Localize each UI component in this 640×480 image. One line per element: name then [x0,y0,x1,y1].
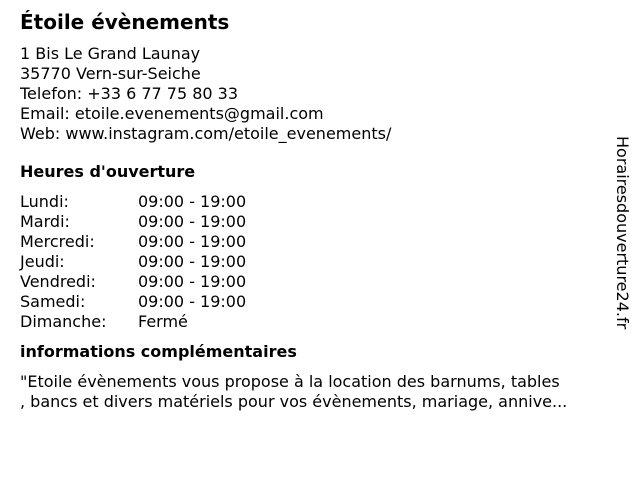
time-value: 09:00 - 19:00 [138,232,247,251]
time-value: 09:00 - 19:00 [138,192,247,211]
business-card [20,10,620,412]
address-line-1: 1 Bis Le Grand Launay [20,44,201,63]
day-label: Vendredi: [20,272,96,291]
business-name: Étoile évènements [20,10,230,34]
day-label: Mercredi: [20,232,95,251]
time-value: 09:00 - 19:00 [138,292,247,311]
description-line-1: "Etoile évènements vous propose à la location des barnums, tables [20,372,560,391]
time-value: 09:00 - 19:00 [138,272,247,291]
info-heading: informations complémentaires [20,342,297,361]
description-line-2: , bancs et divers matériels pour vos évènements, mariage, annive... [20,392,568,411]
hours-row-tuesday [20,212,620,232]
opening-hours-table [20,192,620,332]
email-line: Email: etoile.evenements@gmail.com [20,104,324,123]
hours-row-wednesday [20,232,620,252]
time-value: Fermé [138,312,188,331]
hours-heading: Heures d'ouverture [20,162,196,181]
time-value: 09:00 - 19:00 [138,212,247,231]
hours-row-sunday [20,312,620,332]
hours-row-friday [20,272,620,292]
web-line: Web: www.instagram.com/etoile_evenements/ [20,124,392,143]
hours-row-thursday [20,252,620,272]
hours-row-saturday [20,292,620,312]
address-line-2: 35770 Vern-sur-Seiche [20,64,201,83]
source-watermark: Horairesdouverture24.fr [613,136,632,330]
day-label: Mardi: [20,212,70,231]
day-label: Dimanche: [20,312,107,331]
day-label: Jeudi: [20,252,65,271]
phone-line: Telefon: +33 6 77 75 80 33 [20,84,239,103]
time-value: 09:00 - 19:00 [138,252,247,271]
day-label: Samedi: [20,292,86,311]
hours-row-monday [20,192,620,212]
day-label: Lundi: [20,192,69,211]
